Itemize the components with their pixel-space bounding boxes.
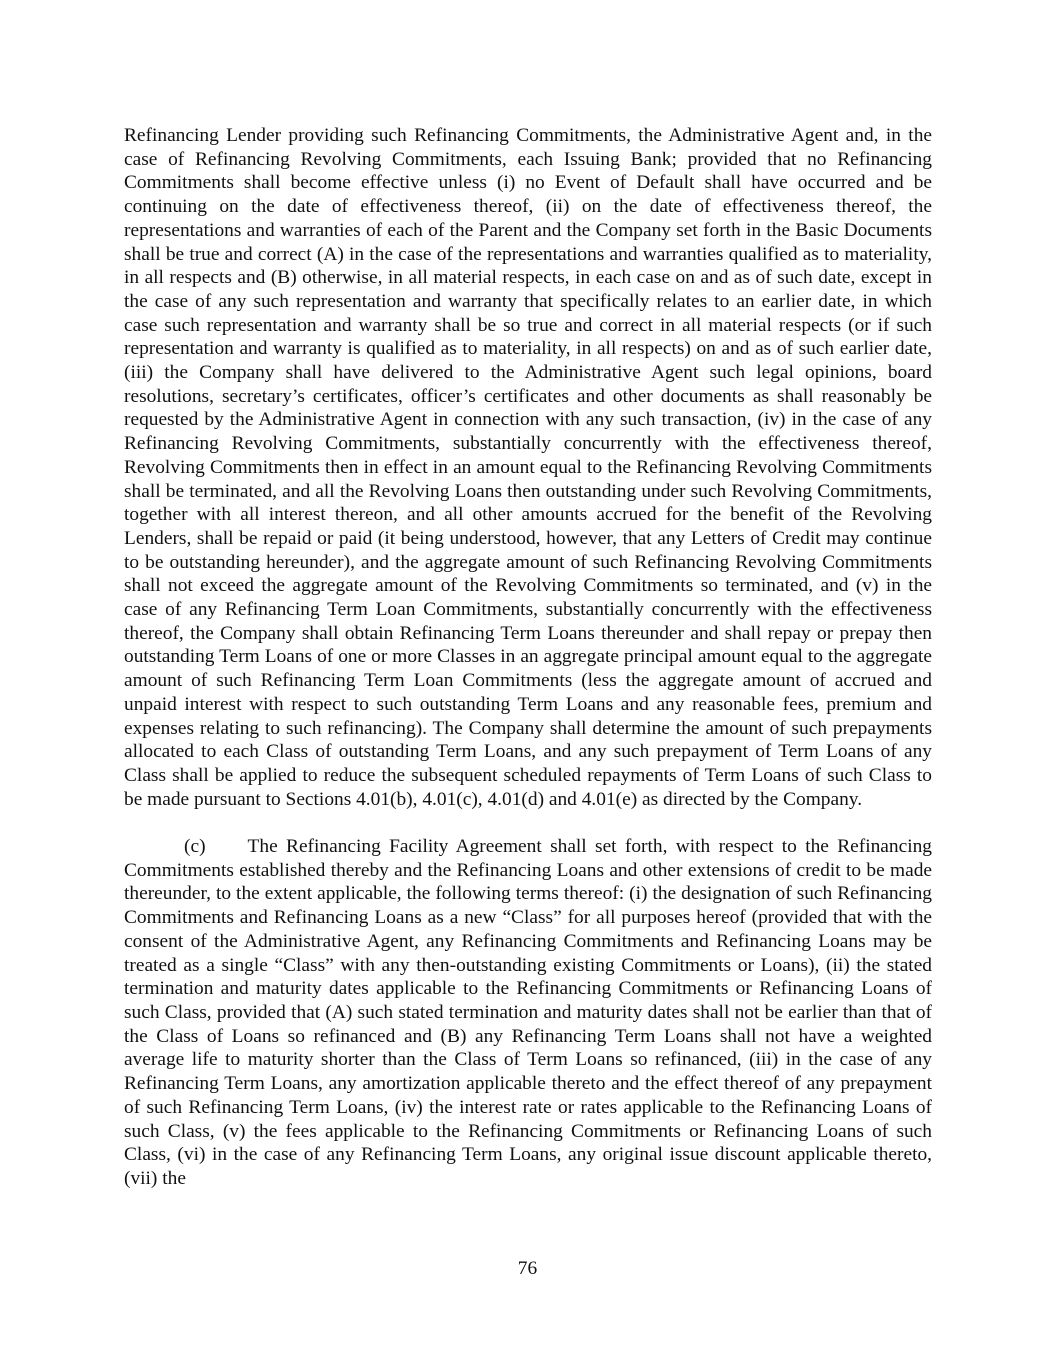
paragraph-continued: Refinancing Lender providing such Refinancing Commitments, the Administrative Agent and, in the case of Refinancing Revolving Commitments, each Issuing Bank; provided that no Refinancing Commitments shall become effective unless (i) no Event of Default shall have occurred and be continuing on the date of effectiveness thereof, (ii) on the date of effectiveness thereof, the representations and warranties of each of the Parent and the Company set forth in the Basic Documents shall be true and correct (A) in the case of the representations and warranties qualified as to materiality, in all respects and (B) otherwise, in all material respects, in each case on and as of such date, except in the case of any such representation and warranty that specifically relates to an earlier date, in which case such representation and warranty shall be so true and correct in all material respects (or if such representation and warranty is qualified as to materiality, in all respects) on and as of such earlier date, (iii) the Company shall have delivered to the Administrative Agent such legal opinions, board resolutions, secretary’s certificates, officer’s certificates and other documents as shall reasonably be requested by the Administrative Agent in connection with any such transaction, (iv) in the case of any Refinancing Revolving Commitments, substantially concurrently with the effectiveness thereof, Revolving Commitments then in effect in an amount equal to the Refinancing Revolving Commitments shall be terminated, and all the Revolving Loans then outstanding under such Revolving Commitments, together with all interest thereon, and all other amounts accrued for the benefit of the Revolving Lenders, shall be repaid or paid (it being understood, however, that any Letters of Credit may continue to be outstanding hereunder), and the aggregate amount of such Refinancing Revolving Commitments shall not exceed the aggregate amount of the Revolving Commitments so terminated, and (v) in the case of any Refinancing Term Loan Commitments, substantially concurrently with the effectiveness thereof, the Company shall obtain Refinancing Term Loans thereunder and shall repay or prepay then outstanding Term Loans of one or more Classes in an aggregate principal amount equal to the aggregate amount of such Refinancing Term Loan Commitments (less the aggregate amount of accrued and unpaid interest with respect to such outstanding Term Loans and any reasonable fees, premium and expenses relating to such refinancing). The Company shall determine the amount of such prepayments allocated to each Class of outstanding Term Loans, and any such prepayment of Term Loans of any Class shall be applied to reduce the subsequent scheduled repayments of Term Loans of such Class to be made pursuant to Sections 4.01(b), 4.01(c), 4.01(d) and 4.01(e) as directed by the Company.: [124, 125, 932, 810]
paragraph-c: [124, 835, 932, 1191]
page-number: 76: [517, 1258, 538, 1279]
document-page: [124, 124, 932, 1191]
paragraph-c-text: The Refinancing Facility Agreement shall set forth, with respect to the Refinancing Commitments established thereby and the Refinancing Loans and other extensions of credit to be made thereunder, to the extent applicable, the following terms thereof: (i) the designation of such Refinancing Commitments and Refinancing Loans as a new “Class” for all purposes hereof (provided that with the consent of the Administrative Agent, any Refinancing Commitments and Refinancing Loans may be treated as a single “Class” with any then-outstanding existing Commitments or Loans), (ii) the stated termination and maturity dates applicable to the Refinancing Commitments or Refinancing Loans of such Class, provided that (A) such stated termination and maturity dates shall not be earlier than that of the Class of Loans so refinanced and (B) any Refinancing Term Loans shall not have a weighted average life to maturity shorter than the Class of Term Loans so refinanced, (iii) in the case of any Refinancing Term Loans, any amortization applicable thereto and the effect thereof of any prepayment of such Refinancing Term Loans, (iv) the interest rate or rates applicable to the Refinancing Loans of such Class, (v) the fees applicable to the Refinancing Commitments or Refinancing Loans of such Class, (vi) in the case of any Refinancing Term Loans, any original issue discount applicable thereto, (vii) the: [124, 836, 932, 1189]
paragraph-c-label: (c): [184, 836, 206, 858]
